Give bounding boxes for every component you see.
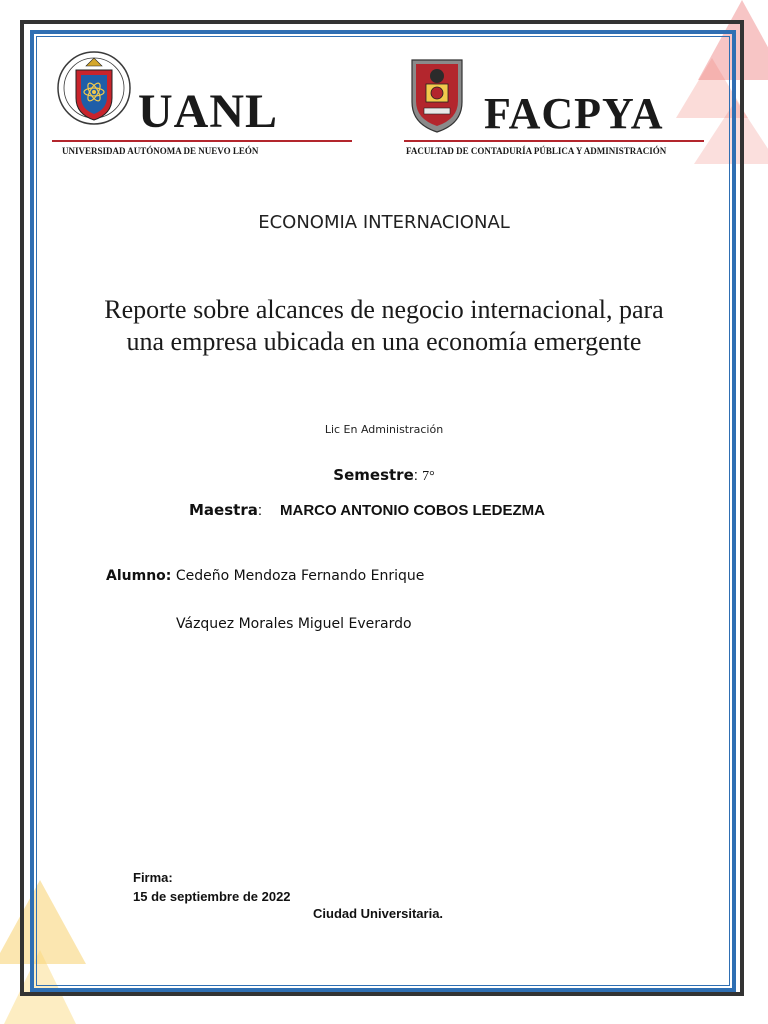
alumno-line <box>106 568 424 584</box>
document-place: Ciudad Universitaria. <box>313 906 444 921</box>
career-name: Lic En Administración <box>324 423 444 436</box>
signature-block <box>133 868 291 906</box>
maestra-line: Maestra: MARCO ANTONIO COBOS LEDEZMA <box>189 501 546 519</box>
alumno-label: Alumno: <box>106 568 172 584</box>
alumno-name-1: Cedeño Mendoza Fernando Enrique <box>175 568 425 584</box>
alumno-name-2: Vázquez Morales Miguel Everardo <box>176 616 412 632</box>
document-date: 15 de septiembre de 2022 <box>133 889 291 904</box>
course-title: ECONOMIA INTERNACIONAL <box>258 212 510 233</box>
header-divider <box>404 140 704 142</box>
firma-label: Firma: <box>133 870 173 885</box>
maestra-label: Maestra <box>189 501 258 519</box>
report-title: Reporte sobre alcances de negocio internacional, para una empresa ubicada en una economía emergente <box>104 295 664 356</box>
facpya-subtitle: FACULTAD DE CONTADURÍA PÚBLICA Y ADMINISTRACIÓN <box>406 146 667 156</box>
semestre-label: Semestre <box>333 466 414 484</box>
facpya-brand-text: FACPYA <box>484 89 664 138</box>
maestra-name: MARCO ANTONIO COBOS LEDEZMA <box>280 502 546 519</box>
header-divider <box>52 140 352 142</box>
uanl-crest-icon <box>56 48 132 132</box>
uanl-subtitle: UNIVERSIDAD AUTÓNOMA DE NUEVO LEÓN <box>62 146 259 156</box>
semestre-value: 7° <box>422 469 435 484</box>
semestre-line: Semestre: 7° <box>333 466 435 484</box>
facpya-shield-icon <box>406 52 468 134</box>
uanl-brand-text: UANL <box>138 85 279 138</box>
